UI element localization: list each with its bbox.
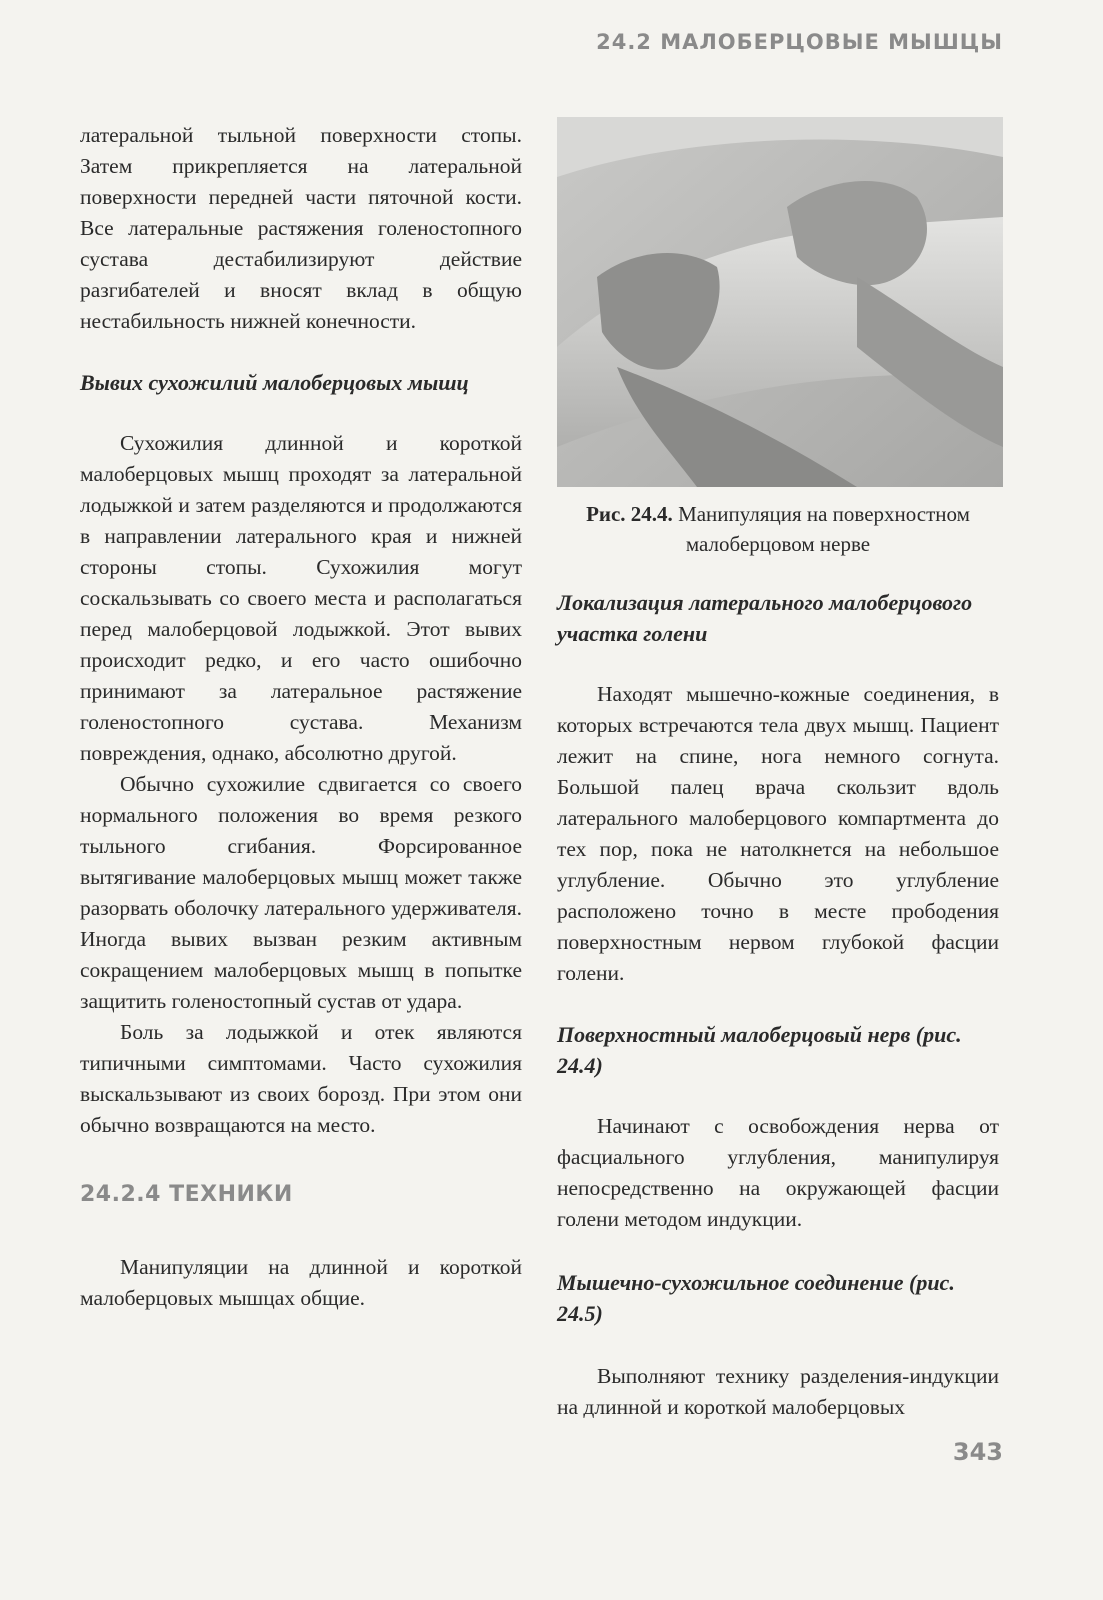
paragraph: Выполняют технику разделения-индукции на длинной и короткой малоберцовых bbox=[557, 1364, 999, 1419]
paragraph: Находят мышечно-кожные соединения, в которых встречаются тела двух мышц. Пациент лежит на спине, нога немного согнута. Большой палец врача скользит вдоль латерального малоберцового компартмента до тех пор, пока не натолкнется на небольшое углубление. Обычно это углубление расположено точно в месте прободения поверхностным нервом глубокой фасции голени. bbox=[557, 682, 999, 985]
paragraph: Манипуляции на длинной и короткой малоберцовых мышцах общие. bbox=[80, 1255, 522, 1310]
figure-caption-text: Манипуляция на поверхностном малоберцовом нерве bbox=[678, 502, 970, 556]
section-heading: Локализация латерального малоберцового участка голени bbox=[557, 590, 973, 646]
paragraph: Начинают с освобождения нерва от фасциального углубления, манипулируя непосредственно на окружающей фасции голени методом индукции. bbox=[557, 1114, 999, 1231]
right-column bbox=[557, 120, 999, 1423]
figure-caption bbox=[557, 499, 999, 559]
subsection-heading: 24.2.4 ТЕХНИКИ bbox=[80, 1182, 293, 1207]
hands-on-leg-illustration bbox=[557, 117, 1003, 487]
figure-label: Рис. 24.4. bbox=[586, 502, 673, 526]
page-number: 343 bbox=[952, 1438, 1003, 1466]
section-heading: Мышечно-сухожильное соединение (рис. 24.5) bbox=[557, 1270, 955, 1326]
paragraph: Сухожилия длинной и короткой малоберцовых мышц проходят за латеральной лодыжкой и затем разделяются и продолжаются в направлении латерального края и нижней стороны стопы. Сухожилия могут соскальзывать со своего места и располагаться перед малоберцовой лодыжкой. Этот вывих происходит редко, и его часто ошибочно принимают за латеральное растяжение голеностопного сустава. Механизм повреждения, однако, абсолютно другой. bbox=[80, 431, 522, 765]
running-header: 24.2 МАЛОБЕРЦОВЫЕ МЫШЦЫ bbox=[596, 30, 1003, 54]
section-heading: Вывих сухожилий малоберцовых мышц bbox=[80, 370, 469, 395]
left-column bbox=[80, 120, 522, 1314]
figure-photo bbox=[557, 117, 1003, 487]
paragraph: латеральной тыльной поверхности стопы. Затем прикрепляется на латеральной поверхности передней части пяточной кости. Все латеральные растяжения голеностопного сустава дестабилизируют действие разгибателей и вносят вклад в общую нестабильность нижней конечности. bbox=[80, 123, 522, 333]
paragraph: Боль за лодыжкой и отек являются типичными симптомами. Часто сухожилия выскальзывают из своих борозд. При этом они обычно возвращаются на место. bbox=[80, 1020, 522, 1137]
paragraph: Обычно сухожилие сдвигается со своего нормального положения во время резкого тыльного сгибания. Форсированное вытягивание малоберцовых мышц может также разорвать оболочку латерального удерживателя. Иногда вывих вызван резким активным сокращением малоберцовых мышц в попытке защитить голеностопный сустав от удара. bbox=[80, 772, 522, 1013]
section-heading: Поверхностный малоберцовый нерв (рис. 24.4) bbox=[557, 1022, 962, 1078]
